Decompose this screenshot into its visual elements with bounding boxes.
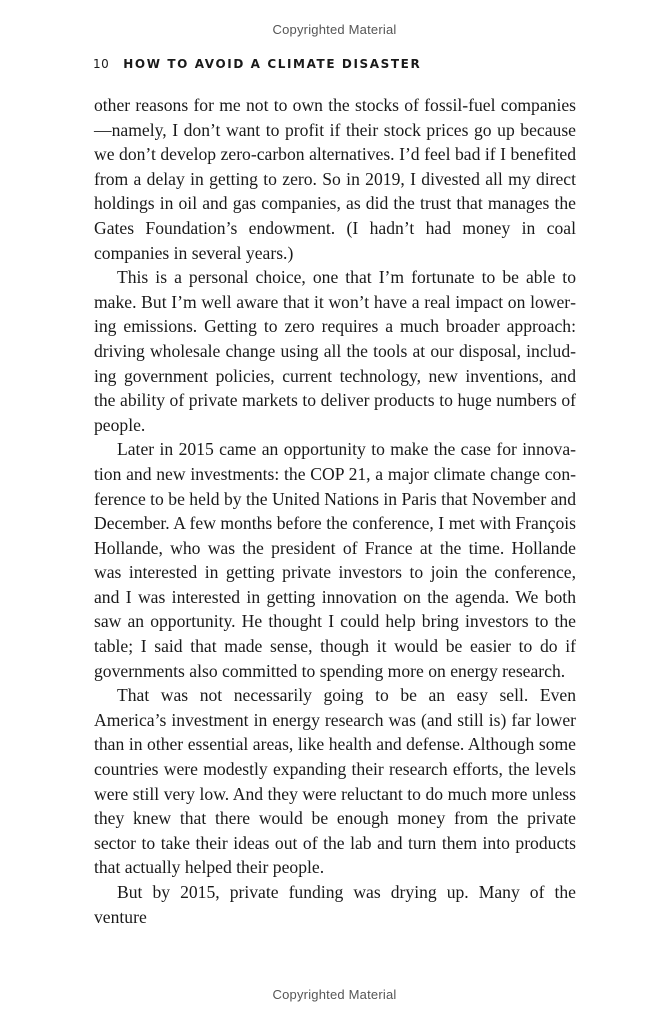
copyright-watermark-bottom: Copyrighted Material bbox=[272, 987, 397, 1002]
body-text bbox=[94, 93, 576, 929]
paragraph-5: But by 2015, private funding was drying up. Many of the venture bbox=[94, 882, 576, 927]
paragraph-2: This is a personal choice, one that I’m fortunate to be able to make. But I’m well aware that it won’t have a real impact on lowering emissions. Getting to zero requires a much broader approach: driving wholesale change using all the tools at our disposal, including government policies, current technology, new inventions, and the ability of private markets to deliver products to huge numbers of people. bbox=[94, 267, 576, 435]
page-number: 10 bbox=[93, 57, 110, 71]
paragraph-3: Later in 2015 came an opportunity to make the case for innovation and new investments: the COP 21, a major climate change conference to be held by the United Nations in Paris that November and December. A few months before the conference, I met with François Hollande, who was the president of France at the time. Hollande was interested in getting private investors to join the conference, and I was interested in getting innovation on the agenda. We both saw an opportunity. He thought I could help bring investors to the table; I said that made sense, though it would be easier to do if governments also committed to spending more on energy research. bbox=[94, 439, 576, 681]
running-head bbox=[93, 57, 583, 71]
paragraph-1: other reasons for me not to own the stocks of fossil-fuel companies—namely, I don’t want to profit if their stock prices go up because we don’t develop zero-carbon alternatives. I’d feel bad if I benefited from a delay in getting to zero. So in 2019, I divested all my direct holdings in oil and gas companies, as did the trust that manages the Gates Foundation’s endowment. (I hadn’t had money in coal companies in several years.) bbox=[94, 95, 576, 263]
book-title: HOW TO AVOID A CLIMATE DISASTER bbox=[123, 57, 422, 71]
copyright-watermark-top: Copyrighted Material bbox=[272, 22, 397, 37]
paragraph-4: That was not necessarily going to be an easy sell. Even America’s investment in energy research was (and still is) far lower than in other essential areas, like health and defense. Although some countries were modestly expanding their research efforts, the levels were still very low. And they were reluctant to do much more unless they knew that there would be enough money from the private sector to take their ideas out of the lab and turn them into products that actually helped their people. bbox=[94, 685, 576, 878]
